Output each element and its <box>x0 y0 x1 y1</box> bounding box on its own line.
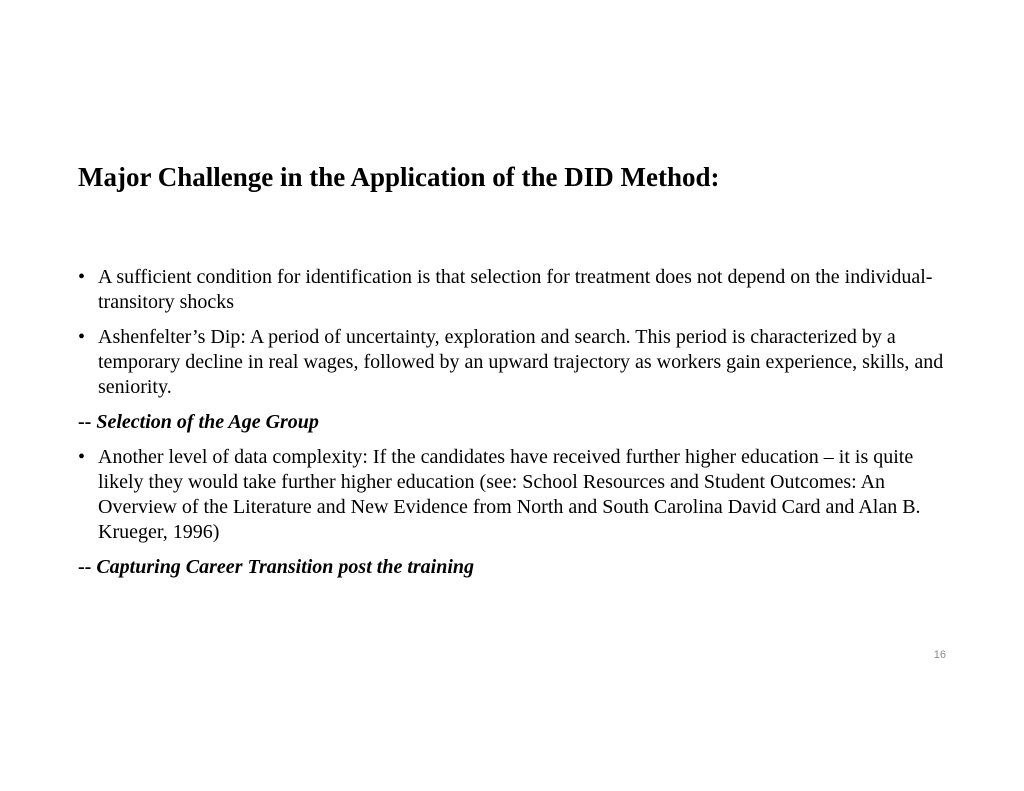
section-heading-age-group <box>78 410 958 435</box>
section-label: Selection of the Age Group <box>96 411 319 433</box>
slide-title: Major Challenge in the Application of the DID Method: <box>78 162 720 192</box>
section-prefix: -- <box>78 556 92 578</box>
slide-content <box>78 265 958 590</box>
page-number: 16 <box>933 649 946 661</box>
bullet-marker: • <box>78 446 86 468</box>
bullet-text: A sufficient condition for identification is that selection for treatment does not depend on the individual-transitory shocks <box>98 266 933 313</box>
section-label: Capturing Career Transition post the training <box>96 556 475 578</box>
section-heading-career-transition <box>78 555 958 580</box>
bullet-item-sufficient-condition <box>78 265 958 315</box>
section-prefix: -- <box>78 411 92 433</box>
bullet-item-ashenfelter-dip <box>78 325 958 400</box>
bullet-text: Another level of data complexity: If the candidates have received further higher education – it is quite likely they would take further higher education (see: School Resources and Student Outcomes: An Overview of the Literature and New Evidence from North and South Carolina David Card and Alan B. Krueger, 1996) <box>98 446 921 543</box>
bullet-marker: • <box>78 326 86 348</box>
bullet-text: Ashenfelter’s Dip: A period of uncertainty, exploration and search. This period is characterized by a temporary decline in real wages, followed by an upward trajectory as workers gain experience, skills, and seniority. <box>98 326 944 398</box>
bullet-marker: • <box>78 266 86 288</box>
bullet-item-data-complexity <box>78 445 958 545</box>
